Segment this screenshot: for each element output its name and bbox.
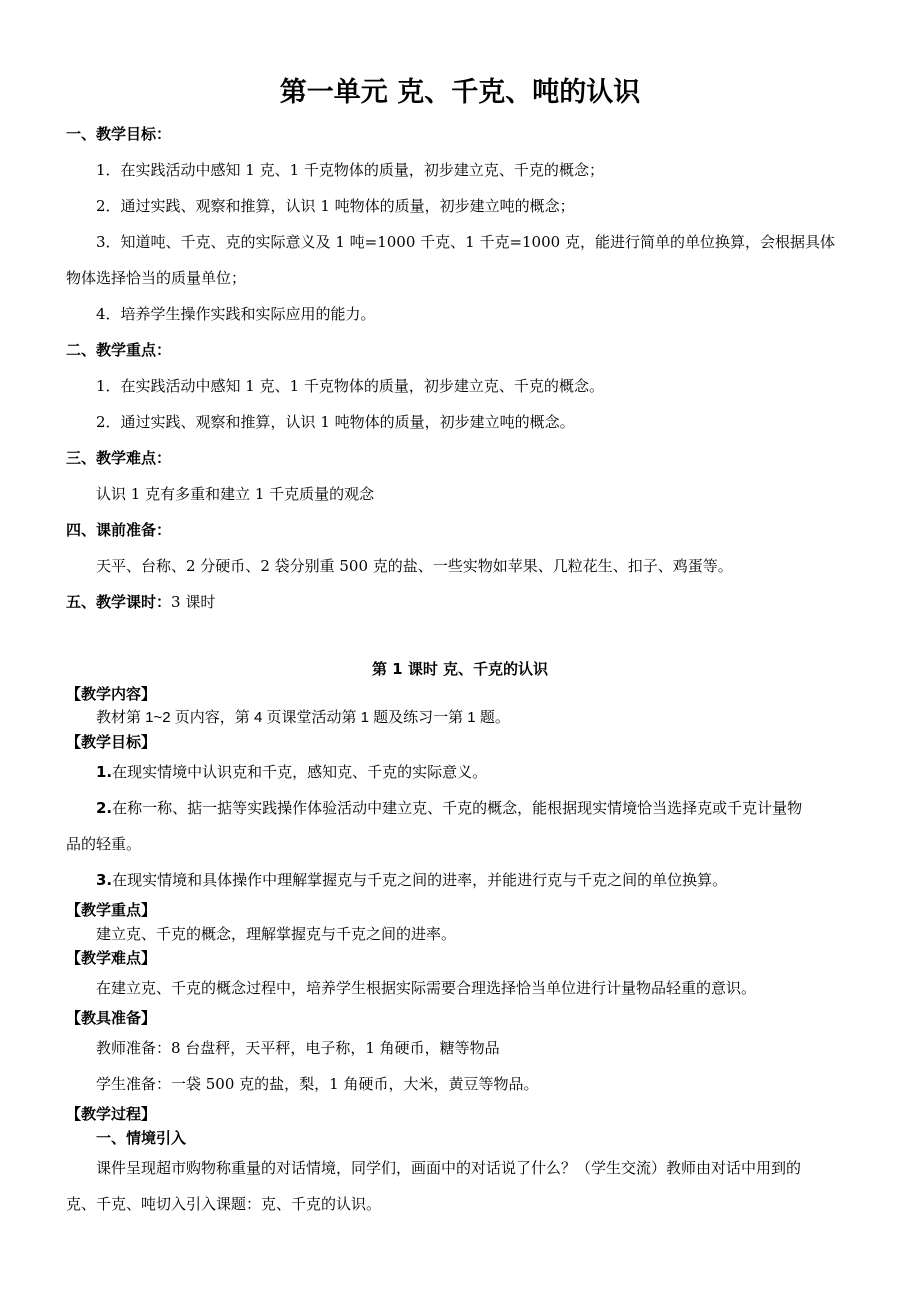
- section1-item-1: 1．在实践活动中感知 1 克、1 千克物体的质量，初步建立克、千克的概念；: [96, 161, 604, 179]
- section5-line: [66, 592, 215, 612]
- lesson1-step1-heading: 一、情境引入: [96, 1129, 187, 1147]
- lesson1-difficulty-heading: 【教学难点】: [66, 949, 157, 967]
- section2-item-2: 2．通过实践、观察和推算，认识 1 吨物体的质量，初步建立吨的概念。: [96, 413, 575, 431]
- section4-heading: 四、课前准备：: [66, 521, 172, 539]
- section3-text: 认识 1 克有多重和建立 1 千克质量的观念: [96, 485, 375, 503]
- lesson1-teacher-prep: 教师准备：8 台盘秤，天平秤，电子称，1 角硬币，糖等物品: [96, 1039, 500, 1057]
- goal-2-text: 在称一称、掂一掂等实践操作体验活动中建立克、千克的概念，能根据现实情境恰当选择克或千克计量物: [112, 799, 803, 817]
- lesson1-student-prep: 学生准备：一袋 500 克的盐，梨，1 角硬币，大米，黄豆等物品。: [96, 1075, 539, 1093]
- lesson1-goal-2-cont: 品的轻重。: [66, 835, 142, 853]
- section3-heading: 三、教学难点：: [66, 449, 172, 467]
- goal-2-number: 2.: [96, 799, 113, 817]
- document-title: 第一单元 克、千克、吨的认识: [279, 77, 641, 108]
- lesson1-key-text: 建立克、千克的概念，理解掌握克与千克之间的进率。: [96, 925, 457, 943]
- lesson1-step1-cont: 克、千克、吨切入引入课题：克、千克的认识。: [66, 1195, 382, 1213]
- lesson1-content-heading: 【教学内容】: [66, 685, 157, 703]
- goal-3-text: 在现实情境和具体操作中理解掌握克与千克之间的进率，并能进行克与千克之间的单位换算。: [112, 871, 728, 889]
- lesson1-goals-heading: 【教学目标】: [66, 733, 157, 751]
- lesson1-process-heading: 【教学过程】: [66, 1105, 157, 1123]
- lesson1-goal-3: [96, 870, 727, 890]
- section1-item-3-cont: 物体选择恰当的质量单位；: [66, 269, 247, 287]
- section1-item-4: 4．培养学生操作实践和实际应用的能力。: [96, 305, 376, 323]
- lesson1-goal-2: [96, 798, 802, 818]
- lesson1-prep-heading: 【教具准备】: [66, 1009, 157, 1027]
- goal-1-number: 1.: [96, 763, 113, 781]
- section4-text: 天平、台称、2 分硬币、2 袋分别重 500 克的盐、一些实物如苹果、几粒花生、扣子、鸡蛋等。: [96, 557, 733, 575]
- section2-heading: 二、教学重点：: [66, 341, 172, 359]
- section5-heading: 五、教学课时：: [66, 593, 172, 611]
- goal-3-number: 3.: [96, 871, 113, 889]
- section5-text: 3 课时: [171, 593, 216, 611]
- lesson1-difficulty-text: 在建立克、千克的概念过程中，培养学生根据实际需要合理选择恰当单位进行计量物品轻重的意识。: [96, 979, 757, 997]
- lesson1-step1-text: 课件呈现超市购物称重量的对话情境，同学们，画面中的对话说了什么？（学生交流）教师由对话中用到的: [96, 1159, 802, 1177]
- section1-item-3: 3．知道吨、千克、克的实际意义及 1 吨=1000 千克、1 千克=1000 克，能进行简单的单位换算，会根据具体: [96, 233, 835, 251]
- section1-item-2: 2．通过实践、观察和推算，认识 1 吨物体的质量，初步建立吨的概念；: [96, 197, 575, 215]
- lesson1-goal-1: [96, 762, 487, 782]
- lesson1-title: 第 1 课时 克、千克的认识: [371, 660, 549, 678]
- section1-heading: 一、教学目标：: [66, 125, 172, 143]
- section2-item-1: 1．在实践活动中感知 1 克、1 千克物体的质量，初步建立克、千克的概念。: [96, 377, 604, 395]
- lesson1-key-heading: 【教学重点】: [66, 901, 157, 919]
- lesson1-content-text: 教材第 1~2 页内容，第 4 页课堂活动第 1 题及练习一第 1 题。: [96, 709, 510, 726]
- goal-1-text: 在现实情境中认识克和千克，感知克、千克的实际意义。: [112, 763, 488, 781]
